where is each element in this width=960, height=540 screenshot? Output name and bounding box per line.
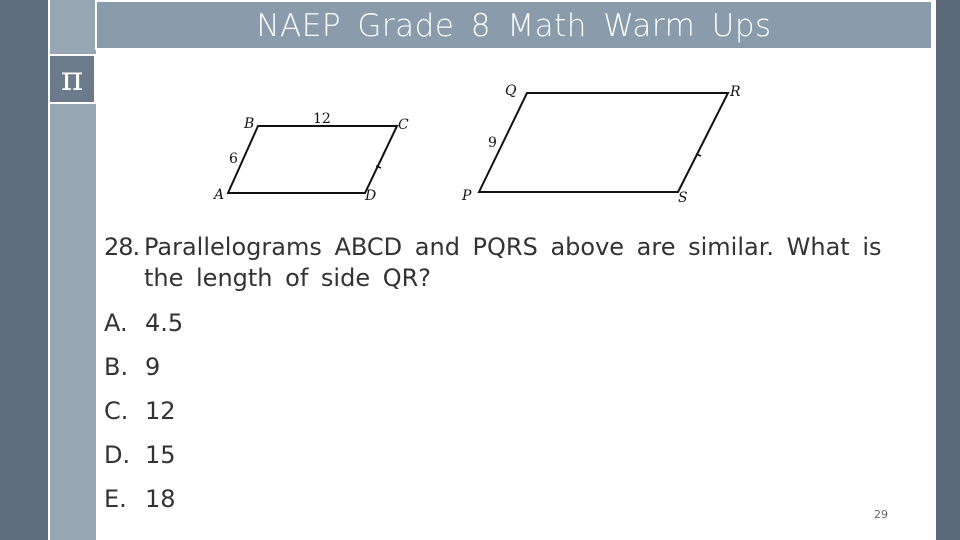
question-block [104,232,924,294]
side-bc-length: 12 [313,111,331,127]
vertex-q-label: Q [505,83,517,99]
choice-letter: E. [104,485,127,513]
vertex-s-label: S [678,190,688,206]
parallelogram-pqrs [479,93,728,192]
choice-e [104,482,183,526]
choice-letter: C. [104,397,129,425]
choice-b [104,350,183,394]
side-ab-length: 6 [229,151,238,167]
choice-value: 15 [145,441,176,469]
page-number: 29 [874,508,888,521]
choice-d [104,438,183,482]
choice-value: 12 [145,397,176,425]
vertex-p-label: P [462,188,472,204]
question-text: Parallelograms ABCD and PQRS above are similar. What is the length of side QR? [144,233,882,292]
answer-choices [104,306,183,526]
pi-icon: π [48,54,96,104]
choice-value: 4.5 [145,309,184,337]
question-number: 28. [104,233,140,261]
right-accent-band [936,0,960,540]
choice-value: 18 [145,485,176,513]
choice-c [104,394,183,438]
title-bar [95,0,933,50]
choice-letter: B. [104,353,129,381]
slide-title: NAEP Grade 8 Math Warm Ups [256,8,772,44]
parallelogram-abcd [228,126,397,193]
vertex-d-label: D [365,188,377,204]
side-pq-length: 9 [488,135,497,151]
choice-a [104,306,183,350]
choice-letter: D. [104,441,131,469]
choice-letter: A. [104,309,128,337]
vertex-r-label: R [730,84,741,100]
vertex-b-label: B [244,116,255,132]
choice-value: 9 [145,353,161,381]
vertex-c-label: C [398,117,409,133]
parallelograms-figure [200,74,760,214]
vertex-a-label: A [214,187,225,203]
left-accent-band [0,0,48,540]
